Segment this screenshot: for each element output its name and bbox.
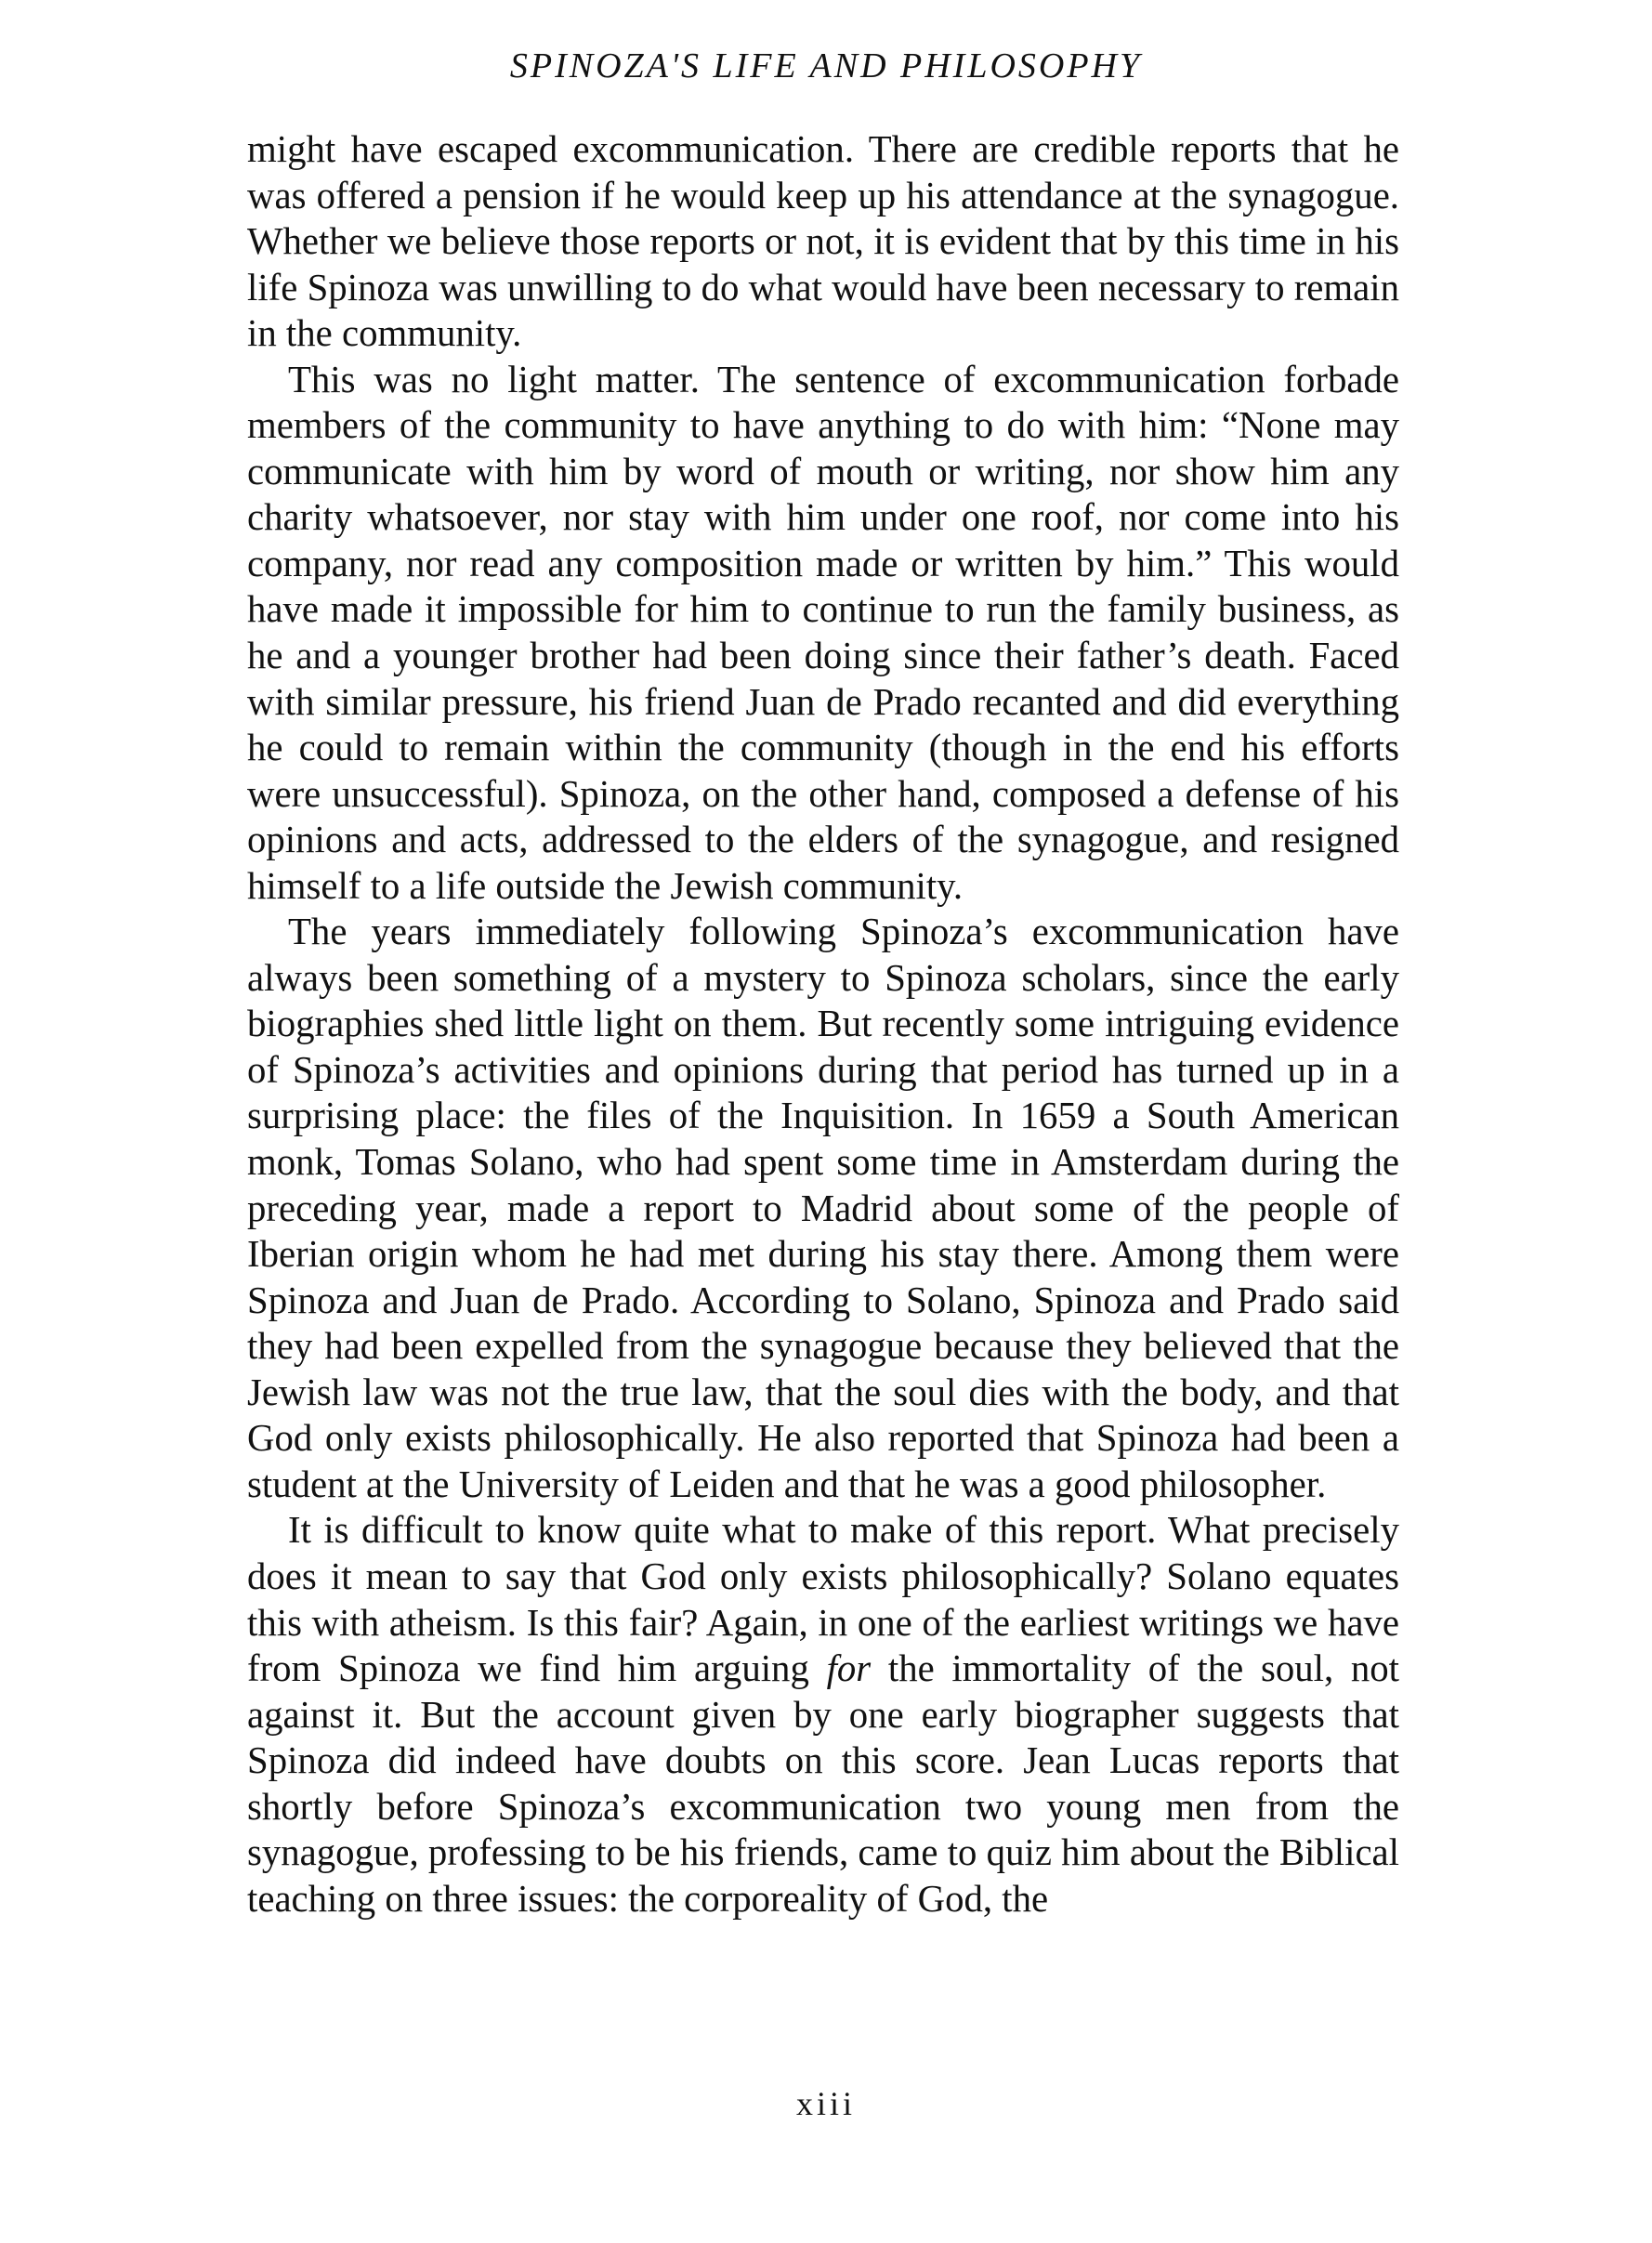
- paragraph-4-text-before: It is difficult to know quite what to make of this report. What precisely does it mean to say that God only exists philosophically? Solano equates this with atheism. Is this fair? Again, in one of the earliest writings we have from Spinoza we find him arguing: [247, 1509, 1399, 1690]
- body-text: [247, 126, 1399, 1922]
- emphasis-for: for: [826, 1647, 872, 1690]
- paragraph-2: This was no light matter. The sentence of excommunication forbade members of the community to have anything to do with him: “None may communicate with him by word of mouth or writing, nor show him any charity whatsoever, nor stay with him under one roof, nor come into his company, nor read any composition made or written by him.” This would have made it impossible for him to continue to run the family business, as he and a younger brother had been doing since their father’s death. Faced with similar pressure, his friend Juan de Prado recanted and did everything he could to remain within the community (though in the end his efforts were unsuccessful). Spinoza, on the other hand, composed a defense of his opinions and acts, addressed to the elders of the synagogue, and resigned himself to a life outside the Jewish community.: [247, 358, 1399, 907]
- running-head: SPINOZA'S LIFE AND PHILOSOPHY: [509, 46, 1143, 85]
- paragraph-1: might have escaped excommunication. There are credible reports that he was offered a pension if he would keep up his attendance at the synagogue. Whether we believe those reports or not, it is evident that by this time in his life Spinoza was unwilling to do what would have been necessary to remain in the community.: [247, 128, 1399, 355]
- paragraph-4-text-after: the immortality of the soul, not against it. But the account given by one early biographer suggests that Spinoza did indeed have doubts on this score. Jean Lucas reports that shortly before Spinoza’s excommunication two young men from the synagogue, professing to be his friends, came to quiz him about the Biblical teaching on three issues: the corporeality of God, the: [247, 1647, 1399, 1920]
- paragraph-3: The years immediately following Spinoza’s excommunication have always been something of a mystery to Spinoza scholars, since the early biographies shed little light on them. But recently some intriguing evidence of Spinoza’s activities and opinions during that period has turned up in a surprising place: the files of the Inquisition. In 1659 a South American monk, Tomas Solano, who had spent some time in Amsterdam during the preceding year, made a report to Madrid about some of the people of Iberian origin whom he had met during his stay there. Among them were Spinoza and Juan de Prado. According to Solano, Spinoza and Prado said they had been expelled from the synagogue because they believed that the Jewish law was not the true law, that the soul dies with the body, and that God only exists philosophically. He also reported that Spinoza had been a student at the University of Leiden and that he was a good philosopher.: [247, 911, 1399, 1505]
- paragraph-4: [247, 1507, 1399, 1922]
- page-number: xiii: [795, 2085, 856, 2122]
